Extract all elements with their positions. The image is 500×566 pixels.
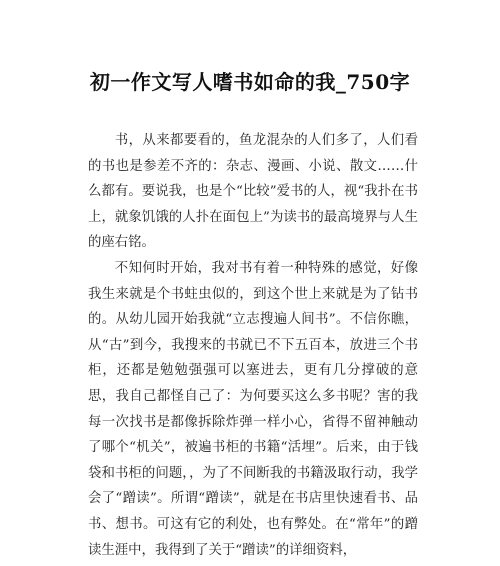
page-title: 初一作文写人嗜书如命的我_750字 bbox=[89, 70, 411, 94]
paragraph-1: 书，从来都要看的，鱼龙混杂的人们多了，人们看的书也是参差不齐的：杂志、漫画、小说、散文……什么都有。要说我，也是个“比较”爱书的人，视“我扑在书上，就象饥饿的人扑在面包上”为读书的最高境界与人生的座右铭。 bbox=[88, 133, 418, 251]
article-body bbox=[88, 128, 418, 563]
paragraph-2: 不知何时开始，我对书有着一种特殊的感觉，好像我生来就是个书蛀虫似的，到这个世上来就是为了钻书的。从幼儿园开始我就“立志搜遍人间书”。不信你瞧，从“古”到今，我搜来的书就已不下五百本，放进三个书柜，还都是勉勉强强可以塞进去，更有几分撑破的意思，我自己都怪自己了：为何要买这么多书呢？害的我每一次找书是都像拆除炸弹一样小心，省得不留神触动了哪个“机关”，被遍书柜的书籍“活埋”。后来，由于钱袋和书柜的问题，，为了不间断我的书籍汲取行动，我学会了“蹭读”。所谓“蹭读”，就是在书店里快速看书、品书、想书。可这有它的利处，也有弊处。在“常年”的蹭读生涯中，我得到了关于“蹭读”的详细资料， bbox=[88, 260, 418, 558]
